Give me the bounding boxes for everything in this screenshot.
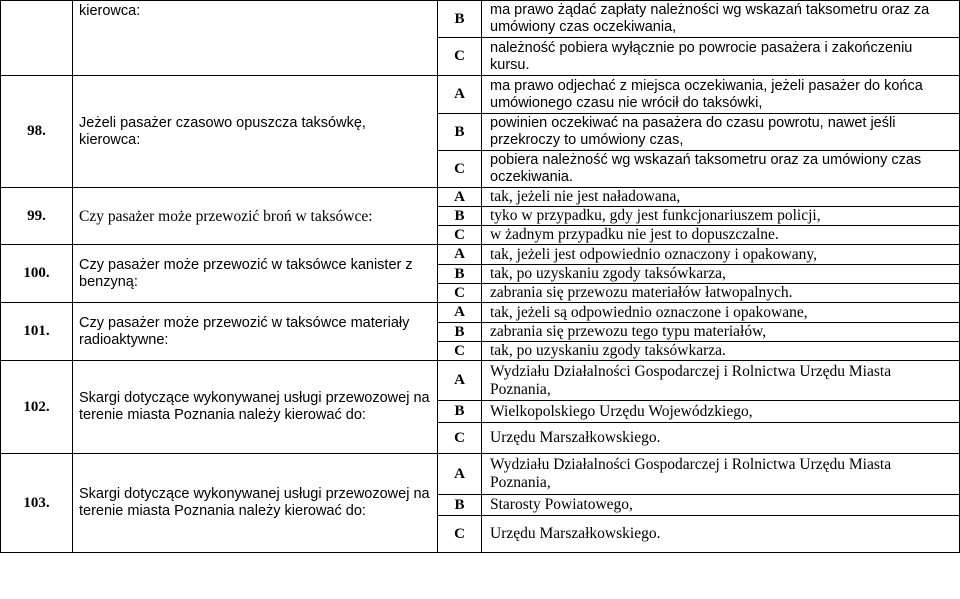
answer-text: tyko w przypadku, gdy jest funkcjonariuszem policji, (482, 207, 960, 226)
answer-letter: B (438, 207, 482, 226)
answer-text: Wydziału Działalności Gospodarczej i Rolnictwa Urzędu Miasta Poznania, (482, 361, 960, 401)
answer-letter: B (438, 323, 482, 342)
answer-letter: B (438, 114, 482, 151)
answer-text: tak, jeżeli są odpowiednio oznaczone i opakowane, (482, 303, 960, 323)
question-number: 100. (1, 245, 73, 303)
answer-text: pobiera należność wg wskazań taksometru oraz za umówiony czas oczekiwania. (482, 151, 960, 188)
answer-letter: A (438, 245, 482, 265)
question-number: 102. (1, 361, 73, 454)
answer-letter: C (438, 423, 482, 454)
question-number: 101. (1, 303, 73, 361)
answer-text: Urzędu Marszałkowskiego. (482, 516, 960, 553)
answer-text: tak, po uzyskaniu zgody taksówkarza. (482, 342, 960, 361)
answer-letter: A (438, 361, 482, 401)
answer-text: tak, jeżeli nie jest naładowana, (482, 188, 960, 207)
answer-text: Wydziału Działalności Gospodarczej i Rolnictwa Urzędu Miasta Poznania, (482, 454, 960, 495)
question-number-empty (1, 1, 73, 76)
question-number: 103. (1, 454, 73, 553)
answer-text: tak, jeżeli jest odpowiednio oznaczony i opakowany, (482, 245, 960, 265)
question-text: Czy pasażer może przewozić w taksówce materiały radioaktywne: (73, 303, 438, 361)
answer-text: Urzędu Marszałkowskiego. (482, 423, 960, 454)
answer-letter: B (438, 265, 482, 284)
answer-row (1, 188, 960, 207)
question-number: 99. (1, 188, 73, 245)
answer-letter: C (438, 284, 482, 303)
answer-text: w żadnym przypadku nie jest to dopuszczalne. (482, 226, 960, 245)
question-text: Czy pasażer może przewozić broń w taksówce: (73, 188, 438, 245)
answer-row (1, 303, 960, 323)
answer-text: ma prawo żądać zapłaty należności wg wskazań taksometru oraz za umówiony czas oczekiwania, (482, 1, 960, 38)
answer-text: tak, po uzyskaniu zgody taksówkarza, (482, 265, 960, 284)
answer-letter: C (438, 226, 482, 245)
answer-letter: A (438, 76, 482, 114)
question-number: 98. (1, 76, 73, 188)
answer-letter: C (438, 151, 482, 188)
answer-letter: B (438, 1, 482, 38)
question-text: Czy pasażer może przewozić w taksówce kanister z benzyną: (73, 245, 438, 303)
answer-text: ma prawo odjechać z miejsca oczekiwania, jeżeli pasażer do końca umówionego czasu nie wrócił do taksówki, (482, 76, 960, 114)
answer-row (1, 1, 960, 38)
question-text: kierowca: (73, 1, 438, 76)
answer-row (1, 361, 960, 401)
answer-letter: A (438, 303, 482, 323)
question-text: Skargi dotyczące wykonywanej usługi przewozowej na terenie miasta Poznania należy kierować do: (73, 454, 438, 553)
answer-text: należność pobiera wyłącznie po powrocie pasażera i zakończeniu kursu. (482, 38, 960, 76)
answer-letter: A (438, 188, 482, 207)
answer-letter: B (438, 401, 482, 423)
answer-text: Wielkopolskiego Urzędu Wojewódzkiego, (482, 401, 960, 423)
answer-row (1, 76, 960, 114)
answer-text: zabrania się przewozu materiałów łatwopalnych. (482, 284, 960, 303)
answer-row (1, 454, 960, 495)
question-text: Skargi dotyczące wykonywanej usługi przewozowej na terenie miasta Poznania należy kierować do: (73, 361, 438, 454)
answer-letter: C (438, 516, 482, 553)
answer-letter: C (438, 342, 482, 361)
answer-letter: C (438, 38, 482, 76)
answer-letter: B (438, 495, 482, 516)
answer-row (1, 245, 960, 265)
answer-text: Starosty Powiatowego, (482, 495, 960, 516)
answer-text: zabrania się przewozu tego typu materiałów, (482, 323, 960, 342)
answer-letter: A (438, 454, 482, 495)
answer-text: powinien oczekiwać na pasażera do czasu powrotu, nawet jeśli przekroczy to umówiony czas, (482, 114, 960, 151)
question-text: Jeżeli pasażer czasowo opuszcza taksówkę, kierowca: (73, 76, 438, 188)
